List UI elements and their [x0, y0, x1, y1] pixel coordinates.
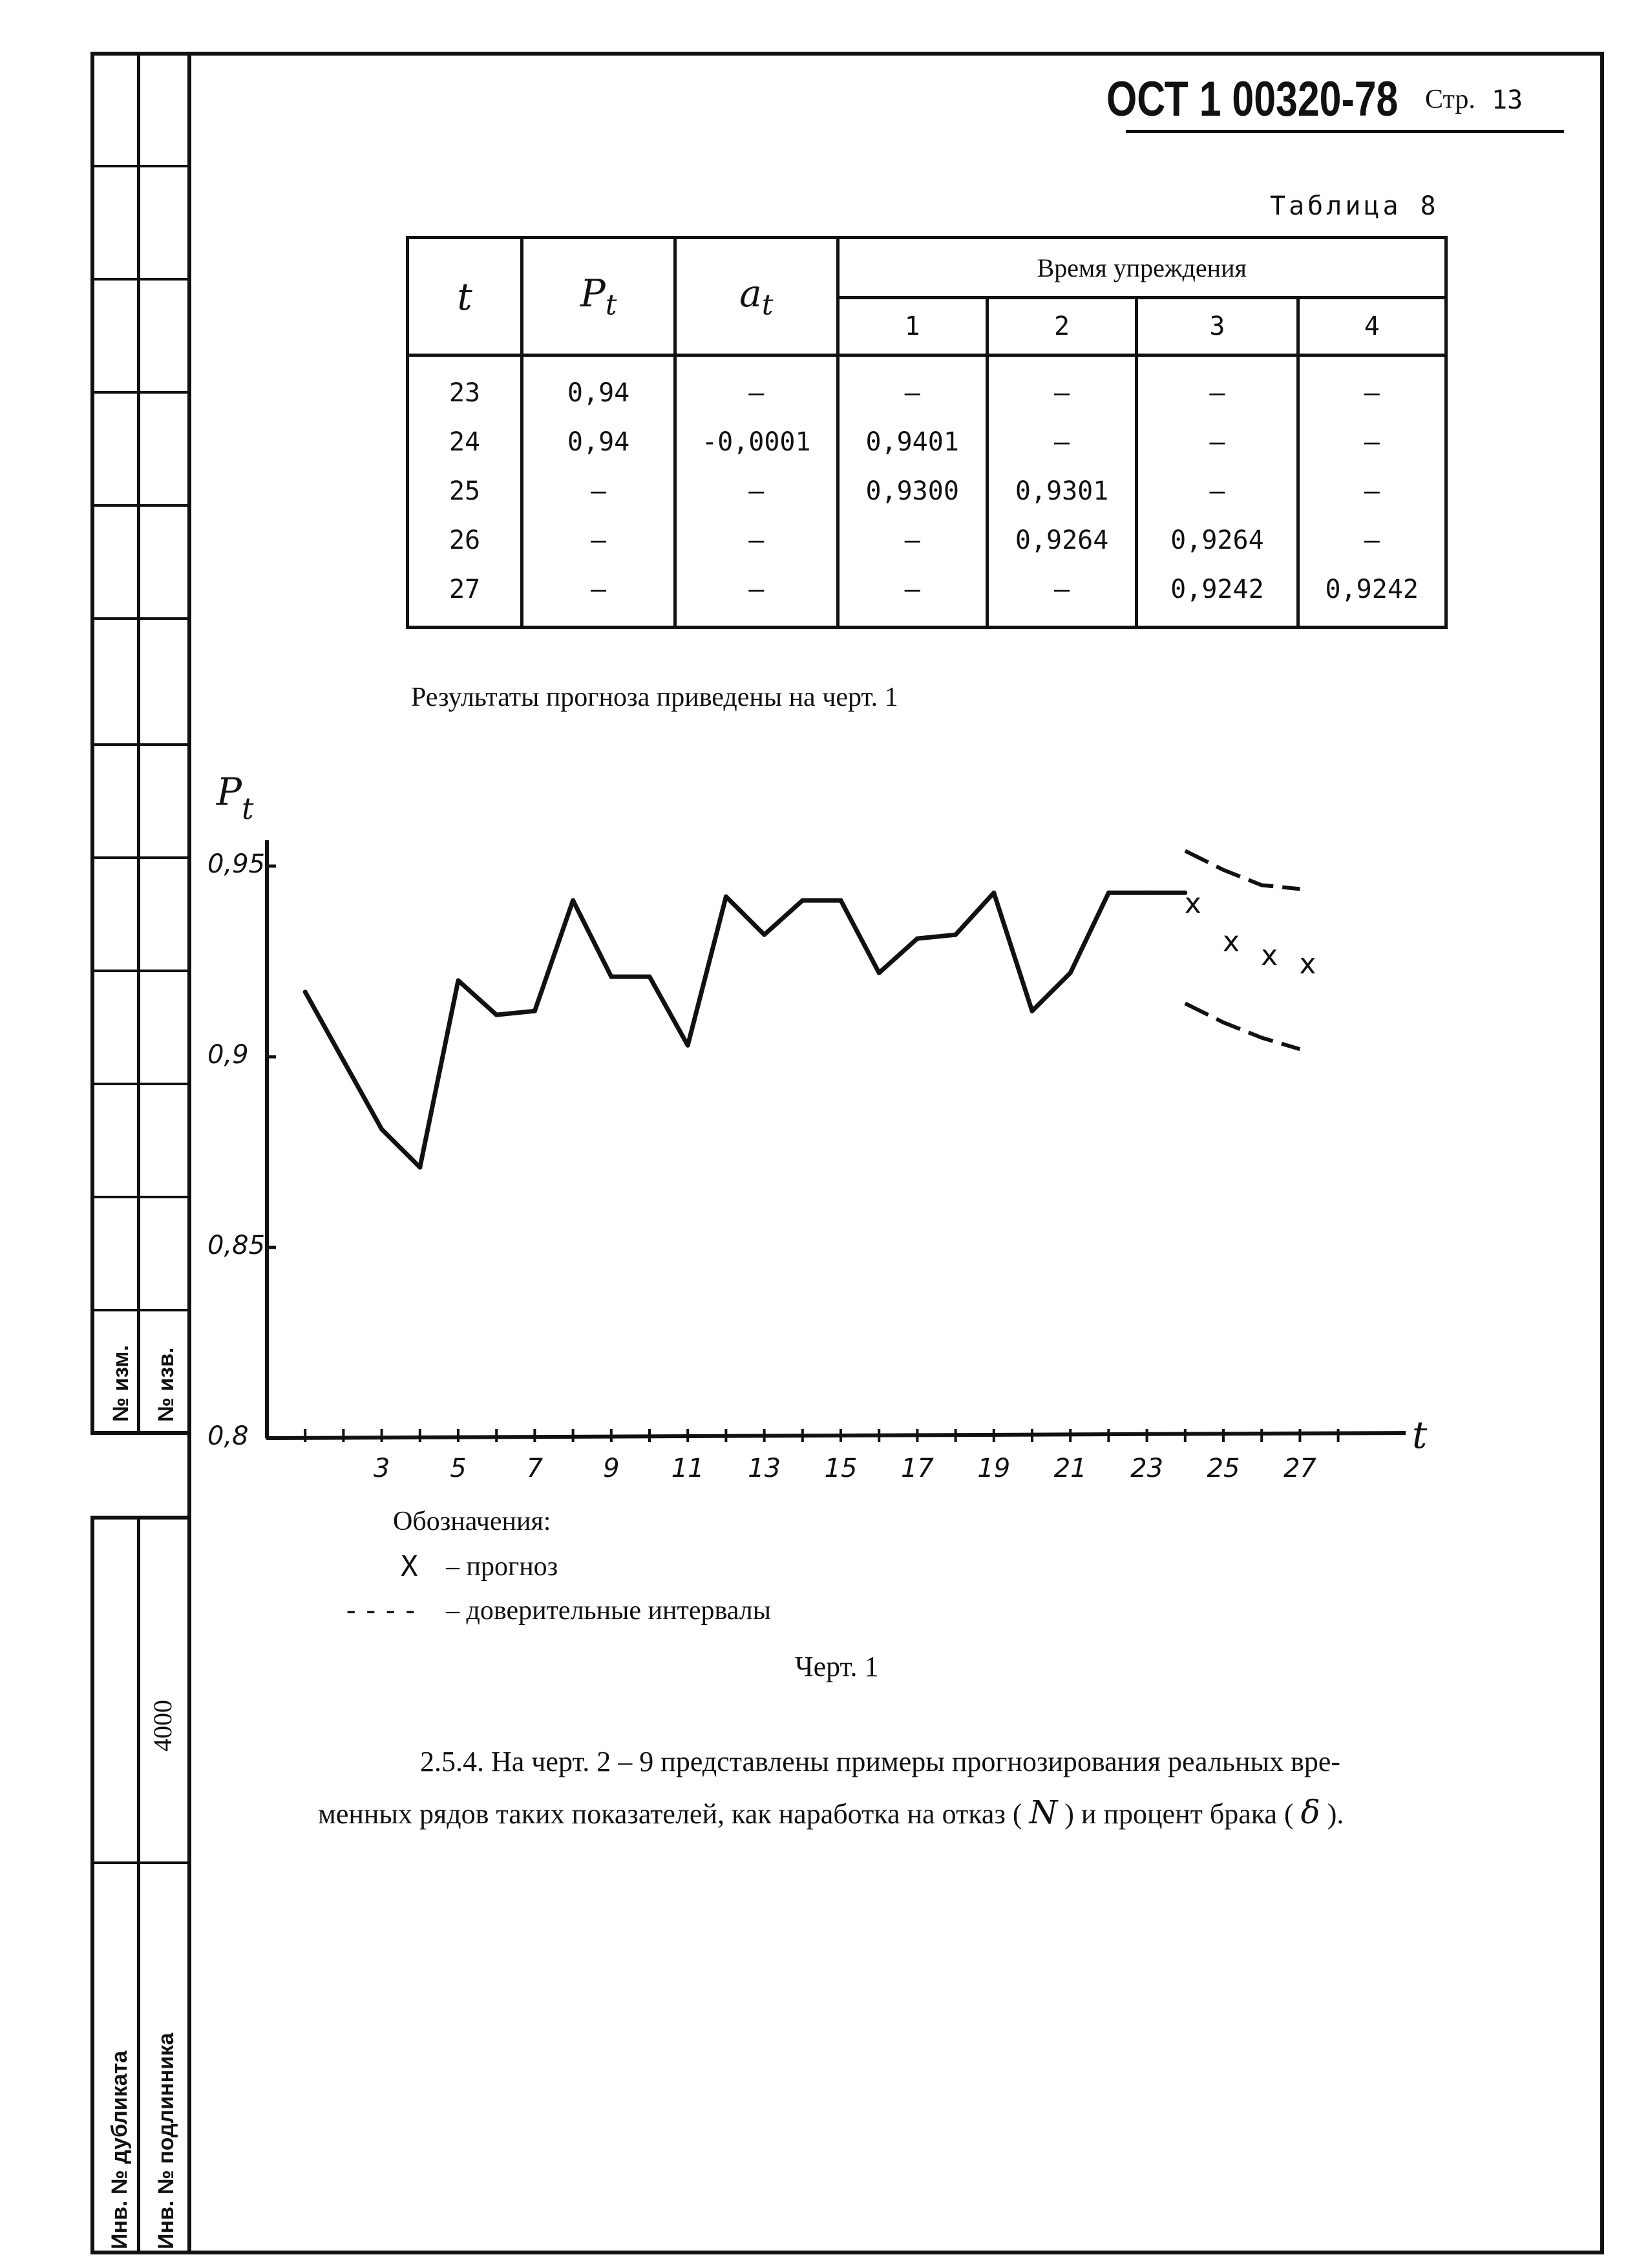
legend-forecast-symbol: X — [401, 1550, 418, 1583]
cell: – — [1298, 355, 1446, 418]
header-lead: 3 — [1137, 298, 1298, 355]
paragraph-text: ). — [1327, 1798, 1344, 1830]
header-p-sub: t — [605, 288, 617, 322]
cell: – — [838, 565, 987, 628]
change-no-label: № изм. — [109, 1345, 133, 1422]
data-point — [379, 1127, 384, 1132]
x-tick-label: 9 — [603, 1454, 620, 1483]
data-point — [1145, 891, 1149, 895]
page-number: 13 — [1492, 85, 1523, 115]
header-a-base: a — [739, 271, 762, 315]
notice-no-label: № изв. — [154, 1347, 178, 1422]
cell: – — [838, 355, 987, 418]
data-point — [762, 933, 766, 937]
data-point — [686, 1043, 690, 1048]
cell: – — [522, 467, 675, 516]
lower-interval-line — [1185, 1003, 1300, 1049]
cell: 0,9301 — [987, 467, 1136, 516]
x-tick-label: 23 — [1130, 1454, 1164, 1483]
data-point — [953, 933, 958, 937]
results-text: Результаты прогноза приведены на черт. 1 — [411, 683, 898, 712]
cell: – — [522, 565, 675, 628]
data-point — [609, 975, 613, 979]
table-caption: Таблица 8 — [1270, 191, 1439, 221]
data-point — [877, 971, 882, 975]
paragraph-line-2 — [318, 1794, 1344, 1831]
forecast-marker: x — [1222, 925, 1240, 959]
cell: -0,0001 — [675, 418, 838, 467]
data-point — [1106, 891, 1111, 895]
data-point — [417, 1165, 422, 1170]
cell: – — [1137, 355, 1298, 418]
cell: 27 — [408, 565, 522, 628]
forecast-marker: x — [1184, 887, 1201, 920]
cell: 0,9242 — [1298, 565, 1446, 628]
x-tick-label: 27 — [1283, 1454, 1316, 1483]
data-point — [303, 990, 308, 994]
legend-title: Обозначения: — [393, 1507, 551, 1536]
legend-interval-text: – доверительные интервалы — [446, 1596, 771, 1626]
cell: – — [987, 418, 1136, 467]
data-point — [915, 937, 920, 941]
forecast-marker: x — [1261, 939, 1278, 973]
x-axis-title: t — [1412, 1413, 1428, 1457]
doc-code: ОСТ 1 00320-78 — [1106, 72, 1399, 127]
x-tick-label: 15 — [824, 1454, 858, 1483]
cell: – — [675, 355, 838, 418]
header-lead: 2 — [987, 298, 1136, 355]
cell: 0,9300 — [838, 467, 987, 516]
cell: 0,9264 — [1137, 516, 1298, 565]
x-axis — [267, 1433, 1406, 1438]
x-tick-label: 5 — [450, 1454, 467, 1483]
inv-value: 4000 — [148, 1700, 177, 1752]
cell: – — [987, 355, 1136, 418]
cell: 0,94 — [522, 418, 675, 467]
y-tick-label: 0,8 — [207, 1421, 249, 1451]
y-axis-title-sub: t — [242, 791, 254, 826]
data-point — [839, 898, 843, 903]
forecast-marker: x — [1299, 948, 1316, 981]
paragraph-text: ) и процент брака ( — [1064, 1798, 1294, 1830]
cell: – — [522, 516, 675, 565]
x-tick-label: 21 — [1053, 1454, 1087, 1483]
paragraph-line-1: 2.5.4. На черт. 2 – 9 представлены примеры прогнозирования реальных вре- — [420, 1746, 1341, 1777]
inv-no-label: Инв. № подлинника — [154, 2033, 178, 2249]
symbol-n: N — [1029, 1794, 1058, 1831]
cell: 26 — [408, 516, 522, 565]
cell: – — [675, 516, 838, 565]
cell: – — [1137, 418, 1298, 467]
cell: 0,94 — [522, 355, 675, 418]
data-point — [456, 979, 461, 983]
cell: – — [838, 516, 987, 565]
paragraph-text: менных рядов таких показателей, как наработка на отказ ( — [318, 1798, 1022, 1830]
cell: – — [1298, 516, 1446, 565]
cell: – — [1137, 467, 1298, 516]
data-point — [571, 898, 575, 903]
y-tick-label: 0,85 — [207, 1231, 266, 1260]
header-lead: 4 — [1298, 298, 1446, 355]
cell: 0,9401 — [838, 418, 987, 467]
dup-no-label: Инв. № дубликата — [107, 2050, 132, 2249]
upper-interval-line — [1185, 851, 1300, 889]
data-point — [1068, 971, 1073, 975]
series-line-pt — [305, 893, 1185, 1167]
cell: 0,9264 — [987, 516, 1136, 565]
header-a-sub: t — [761, 288, 774, 322]
y-tick-label: 0,95 — [207, 849, 266, 879]
cell: – — [1298, 418, 1446, 467]
data-point — [991, 891, 996, 895]
figure-caption: Черт. 1 — [795, 1651, 879, 1682]
header-lead-time: Время упреждения — [838, 238, 1446, 298]
x-tick-label: 19 — [977, 1454, 1011, 1483]
page-label: Стр. — [1425, 85, 1475, 114]
x-tick-label: 7 — [526, 1454, 544, 1483]
data-point — [533, 1009, 537, 1013]
data-point — [494, 1013, 499, 1017]
cell: 23 — [408, 355, 522, 418]
x-tick-label: 25 — [1207, 1454, 1240, 1483]
data-point — [648, 975, 652, 979]
data-point — [724, 895, 728, 899]
cell: 25 — [408, 467, 522, 516]
legend-forecast-text: – прогноз — [446, 1552, 558, 1582]
cell: – — [675, 467, 838, 516]
data-point — [1030, 1009, 1035, 1013]
y-tick-label: 0,9 — [207, 1040, 249, 1070]
header-t: t — [408, 238, 522, 355]
header-p-base: P — [580, 271, 606, 315]
cell: 0,9242 — [1137, 565, 1298, 628]
y-axis-title-base: P — [217, 770, 242, 814]
x-tick-label: 17 — [900, 1454, 934, 1483]
cell: – — [987, 565, 1136, 628]
data-point — [800, 898, 805, 903]
y-axis-title — [216, 770, 254, 826]
x-tick-label: 3 — [373, 1454, 390, 1483]
data-point — [341, 1058, 346, 1063]
header-lead: 1 — [838, 298, 987, 355]
x-tick-label: 11 — [671, 1454, 704, 1483]
cell: 24 — [408, 418, 522, 467]
cell: – — [1298, 467, 1446, 516]
legend-interval-symbol: ---- — [343, 1594, 421, 1627]
x-tick-label: 13 — [748, 1454, 781, 1483]
cell: – — [675, 565, 838, 628]
symbol-delta: δ — [1300, 1794, 1320, 1831]
